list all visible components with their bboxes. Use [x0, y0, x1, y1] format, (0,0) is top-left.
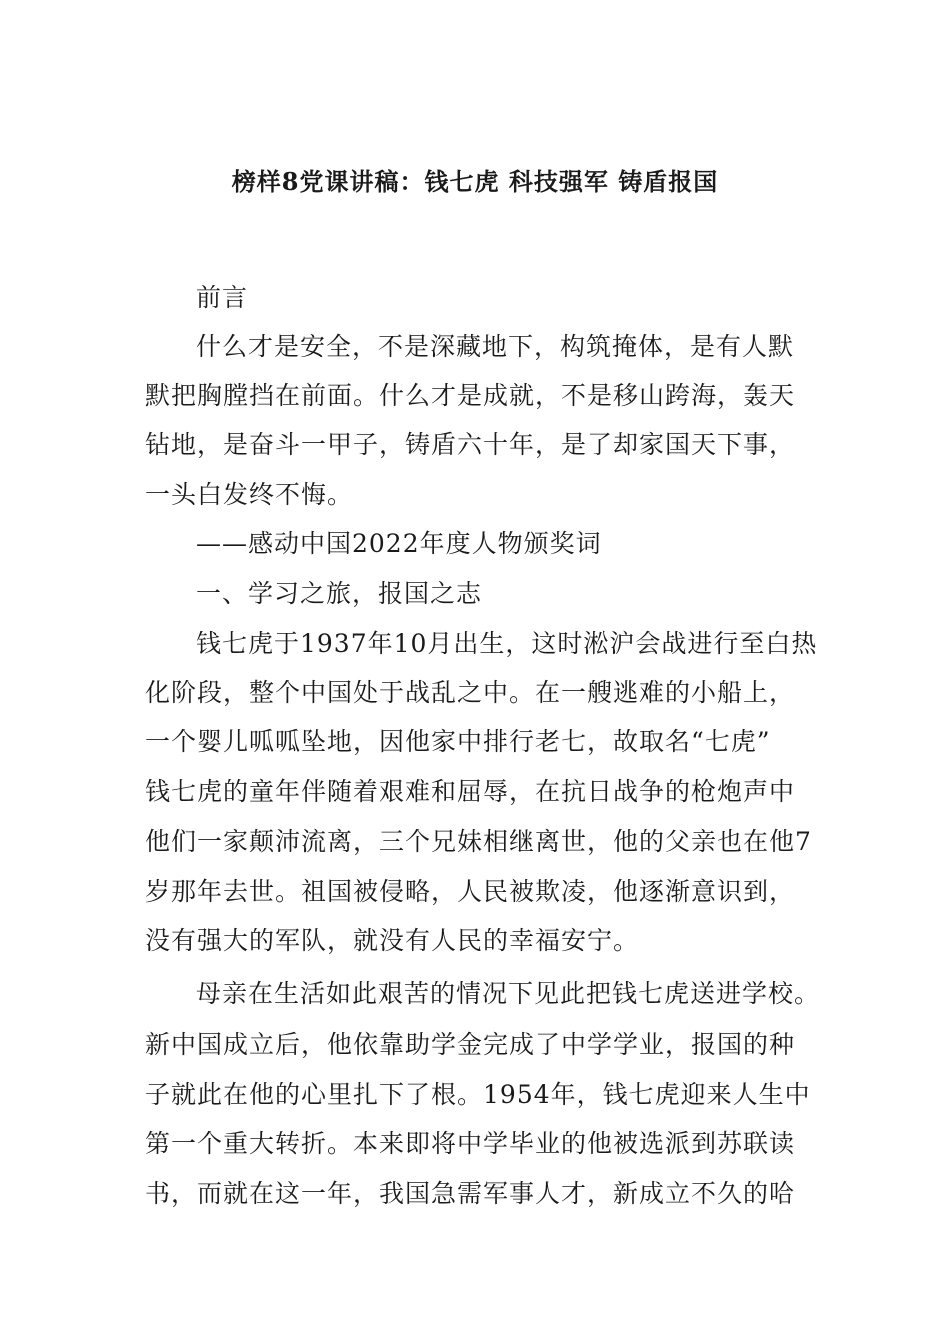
paragraph-line: 岁那年去世。祖国被侵略，人民被欺凌，他逐渐意识到， — [145, 877, 796, 906]
paragraph-line: 新中国成立后，他依靠助学金完成了中学学业，报国的种 — [145, 1030, 796, 1059]
section-heading: 一、学习之旅，报国之志 — [196, 579, 483, 608]
paragraph-line: 钱七虎的童年伴随着艰难和屈辱，在抗日战争的枪炮声中 — [145, 777, 796, 806]
paragraph-line: 他们一家颠沛流离，三个兄妹相继离世，他的父亲也在他7 — [145, 827, 812, 856]
paragraph-line: 没有强大的军队，就没有人民的幸福安宁。 — [145, 926, 640, 955]
document-title: 榜样8党课讲稿：钱七虎 科技强军 铸盾报国 — [231, 167, 719, 196]
paragraph-line: 什么才是安全，不是深藏地下，构筑掩体，是有人默 — [196, 332, 795, 361]
paragraph-line: 书，而就在这一年，我国急需军事人才，新成立不久的哈 — [145, 1179, 796, 1208]
paragraph-line: 前言 — [196, 283, 249, 312]
paragraph-line: 母亲在生活如此艰苦的情况下见此把钱七虎送进学校。 — [196, 979, 821, 1008]
paragraph-line: 子就此在他的心里扎下了根。1954年，钱七虎迎来人生中 — [145, 1080, 811, 1109]
paragraph-line: 钻地，是奋斗一甲子，铸盾六十年，是了却家国天下事， — [145, 430, 796, 459]
paragraph-line: 第一个重大转折。本来即将中学毕业的他被选派到苏联读 — [145, 1129, 796, 1158]
paragraph-line: 钱七虎于1937年10月出生，这时淞沪会战进行至白热 — [196, 629, 818, 658]
paragraph-line: 一个婴儿呱呱坠地，因他家中排行老七，故取名“七虎” — [145, 727, 771, 756]
paragraph-line: 化阶段，整个中国处于战乱之中。在一艘逃难的小船上， — [145, 678, 796, 707]
paragraph-line: ——感动中国2022年度人物颁奖词 — [196, 529, 602, 558]
paragraph-line: 默把胸膛挡在前面。什么才是成就，不是移山跨海，轰天 — [145, 381, 796, 410]
paragraph-line: 一头白发终不悔。 — [145, 480, 354, 509]
